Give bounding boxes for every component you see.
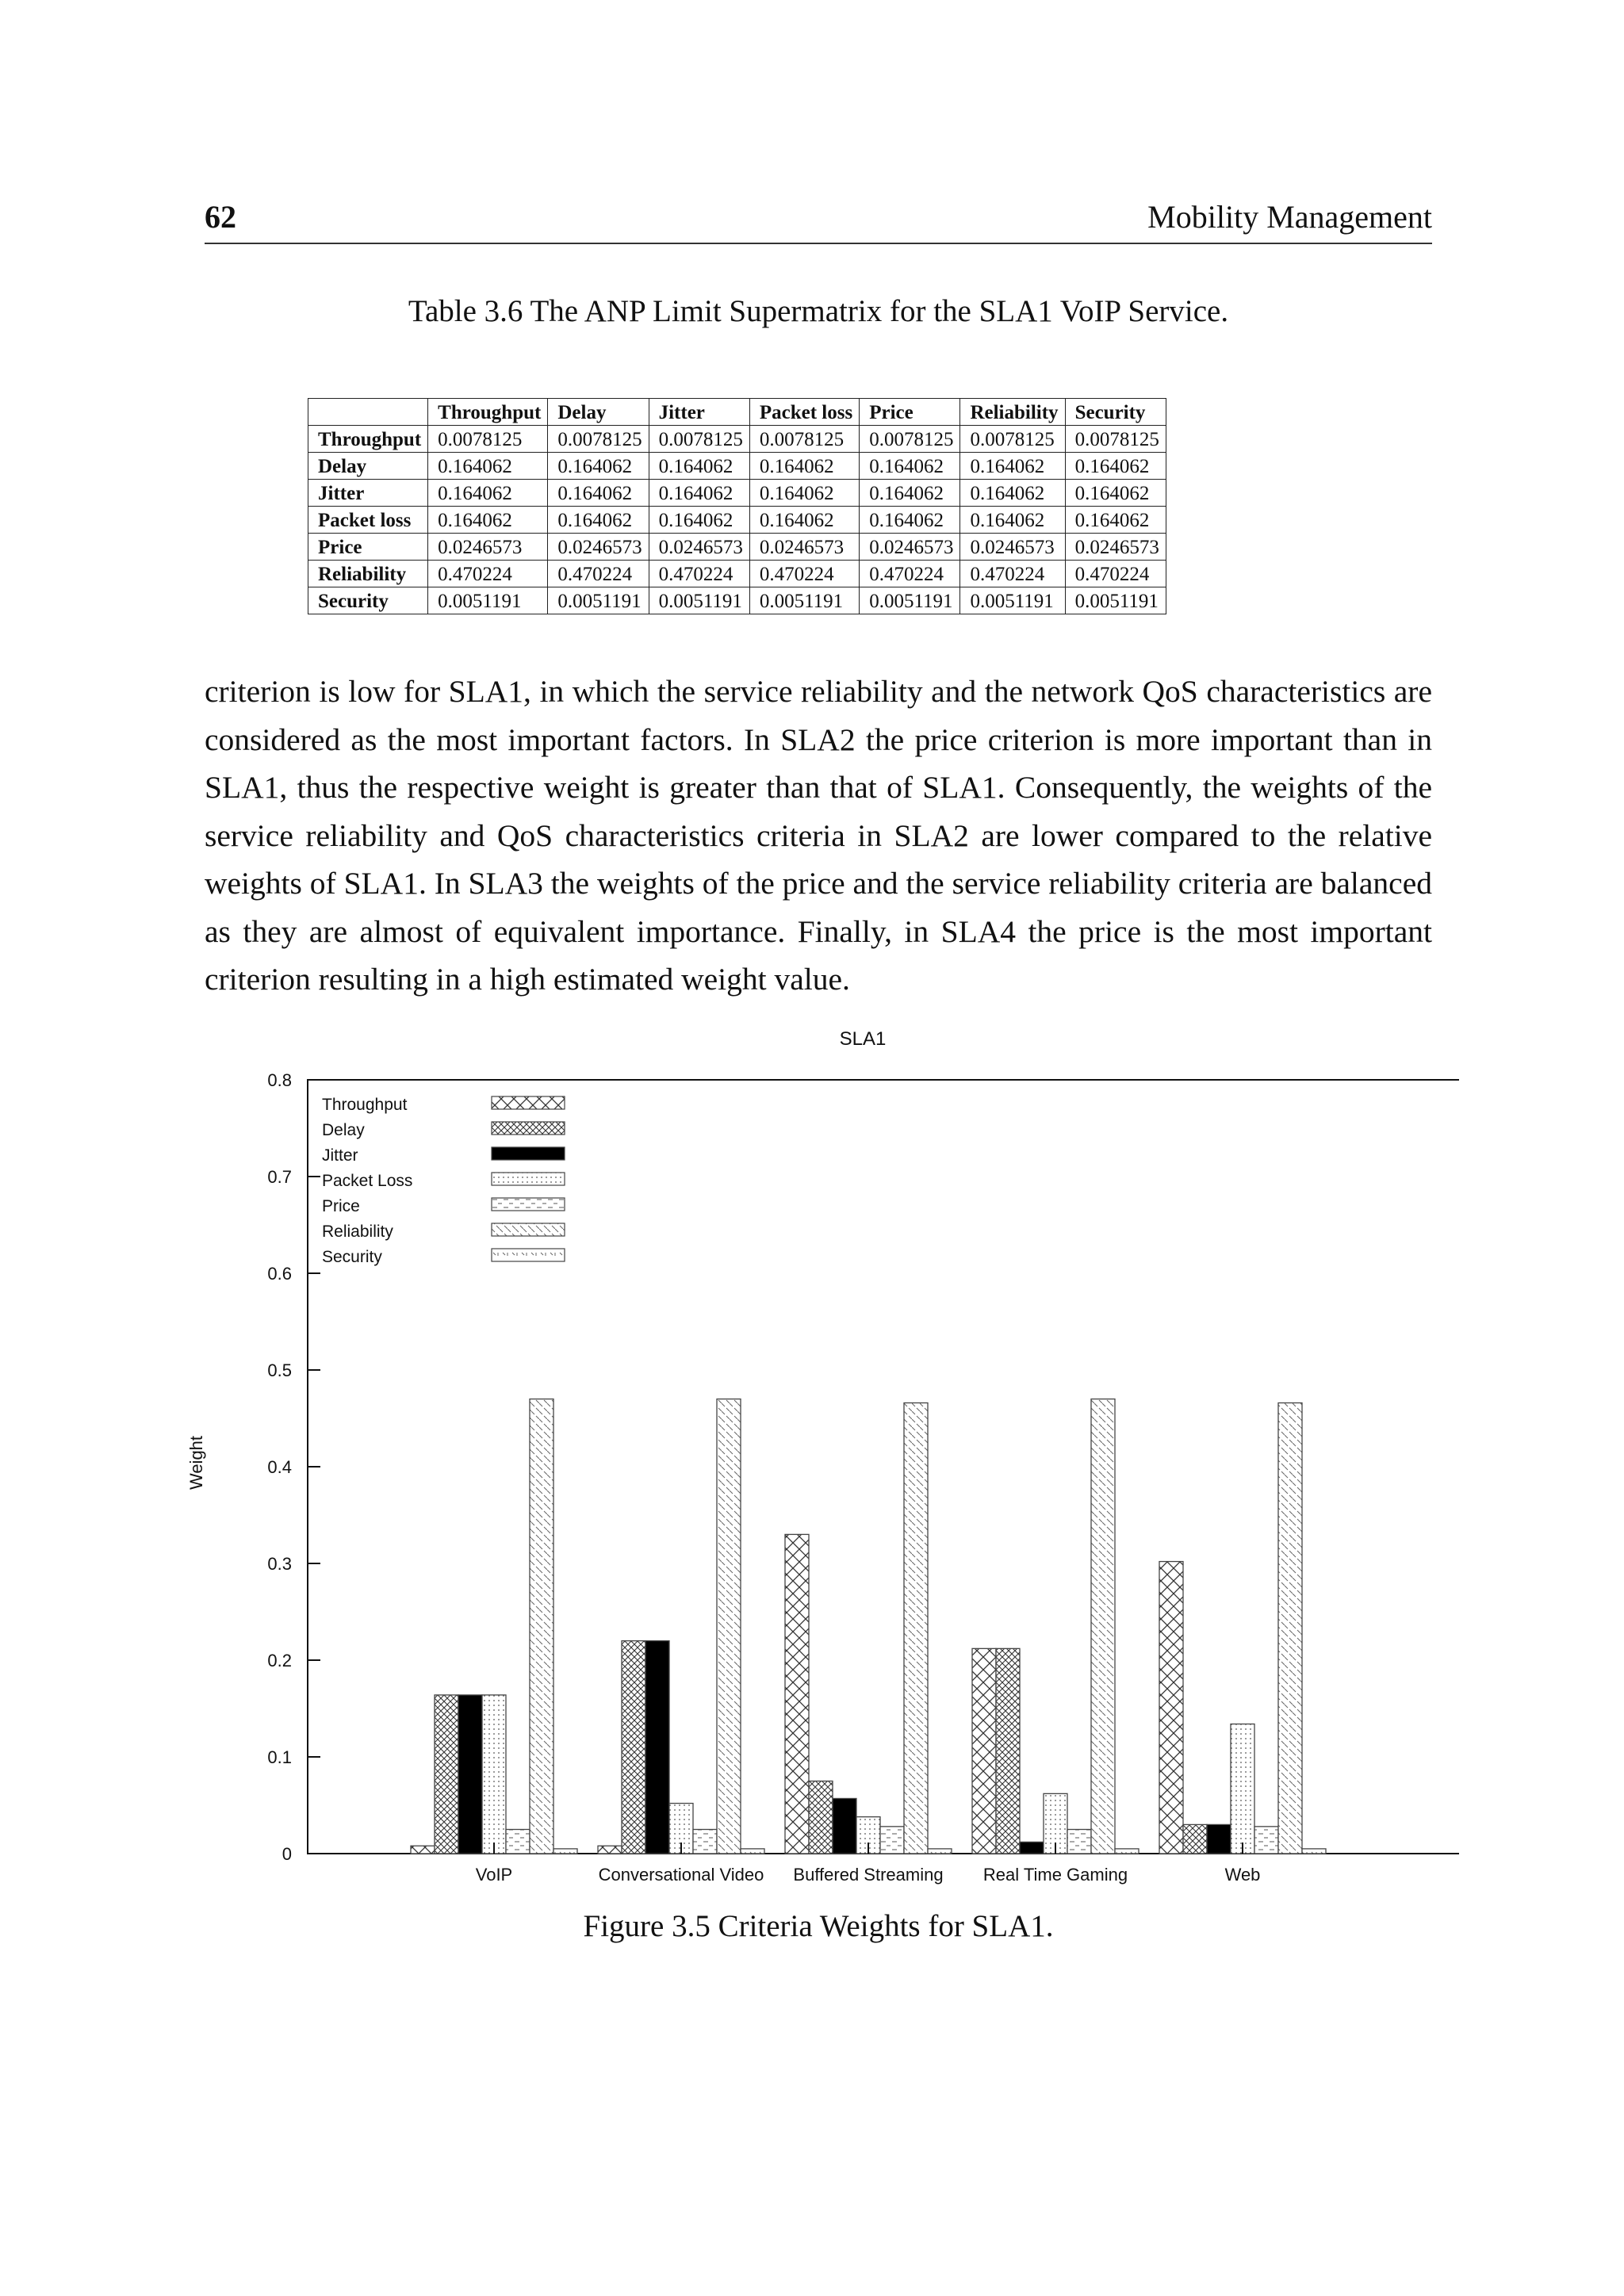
table-cell: 0.0246573 [960, 534, 1065, 561]
bar-reliability [904, 1402, 928, 1854]
table-cell: 0.0078125 [649, 426, 749, 453]
limit-supermatrix-table [308, 398, 1166, 614]
bar-reliability [530, 1399, 553, 1854]
table-cell: 0.164062 [428, 480, 548, 507]
legend-swatch [492, 1122, 565, 1135]
y-tick-label: 0 [282, 1844, 292, 1864]
chart-title: SLA1 [839, 1028, 887, 1050]
table-cell: 0.164062 [860, 453, 960, 480]
table-body [308, 426, 1166, 614]
table-cell: 0.164062 [649, 453, 749, 480]
x-tick-label: Conversational Video [598, 1865, 764, 1885]
table-cell: 0.164062 [860, 480, 960, 507]
legend-swatch [492, 1249, 565, 1261]
bar-throughput [785, 1534, 809, 1854]
legend-label: Jitter [322, 1146, 358, 1165]
row-header: Price [308, 534, 428, 561]
y-axis-label: Weight [186, 1435, 206, 1490]
bar-delay [435, 1695, 458, 1854]
bar-security [1302, 1849, 1326, 1854]
bar-reliability [717, 1399, 741, 1854]
row-header: Security [308, 587, 428, 614]
table-cell: 0.0051191 [548, 587, 649, 614]
bar-group [785, 1402, 952, 1854]
x-tick-label: VoIP [475, 1865, 513, 1885]
x-axis-labels [476, 1843, 1261, 1885]
table-cell: 0.0051191 [860, 587, 960, 614]
table-cell: 0.0246573 [649, 534, 749, 561]
bar-jitter [458, 1695, 482, 1854]
table-cell: 0.164062 [428, 507, 548, 534]
x-tick-label: Buffered Streaming [793, 1865, 944, 1885]
bar-reliability [1278, 1402, 1302, 1854]
bar-delay [809, 1781, 833, 1854]
figure-caption: Figure 3.5 Criteria Weights for SLA1. [583, 1909, 1054, 1943]
table-cell: 0.164062 [960, 507, 1065, 534]
table-cell: 0.0078125 [548, 426, 649, 453]
bar-throughput [972, 1648, 996, 1854]
table-cell: 0.0051191 [749, 587, 859, 614]
bar-jitter [645, 1641, 669, 1854]
table-cell: 0.164062 [1065, 507, 1166, 534]
column-header: Throughput [428, 399, 548, 426]
table-corner-cell [308, 399, 428, 426]
legend-swatch [492, 1223, 565, 1236]
y-tick-label: 0.8 [267, 1070, 292, 1090]
table-row [308, 561, 1166, 587]
bar-delay [996, 1648, 1020, 1854]
table-caption: Table 3.6 The ANP Limit Supermatrix for the SLA1 VoIP Service. [408, 294, 1229, 328]
bar-delay [1183, 1824, 1207, 1854]
table-cell: 0.0051191 [649, 587, 749, 614]
y-tick-label: 0.4 [267, 1457, 292, 1477]
legend-swatch [492, 1173, 565, 1185]
y-tick-label: 0.1 [267, 1747, 292, 1767]
table-cell: 0.470224 [428, 561, 548, 587]
table-cell: 0.470224 [1065, 561, 1166, 587]
table-cell: 0.164062 [548, 480, 649, 507]
row-header: Jitter [308, 480, 428, 507]
column-header: Security [1065, 399, 1166, 426]
page-number: 62 [205, 199, 236, 235]
table-cell: 0.0246573 [1065, 534, 1166, 561]
bar-price [880, 1827, 904, 1854]
y-tick-label: 0.5 [267, 1360, 292, 1380]
bar-price [693, 1830, 717, 1854]
table-row [308, 587, 1166, 614]
legend-label: Security [322, 1248, 382, 1266]
table-cell: 0.0078125 [1065, 426, 1166, 453]
table-cell: 0.470224 [960, 561, 1065, 587]
column-header: Jitter [649, 399, 749, 426]
bar-price [506, 1830, 530, 1854]
bar-security [928, 1849, 952, 1854]
table-cell: 0.470224 [649, 561, 749, 587]
legend-swatch [492, 1096, 565, 1109]
table-cell: 0.0246573 [749, 534, 859, 561]
row-header: Throughput [308, 426, 428, 453]
bar-jitter [833, 1798, 856, 1854]
bar-group [411, 1399, 577, 1854]
bar-group [1159, 1402, 1326, 1854]
table-cell: 0.164062 [749, 480, 859, 507]
row-header: Delay [308, 453, 428, 480]
table-cell: 0.0078125 [960, 426, 1065, 453]
bar-delay [622, 1641, 645, 1854]
column-header: Packet loss [749, 399, 859, 426]
bar-throughput [411, 1846, 435, 1854]
bar-jitter [1020, 1842, 1044, 1854]
table-row [308, 453, 1166, 480]
table-cell: 0.0246573 [860, 534, 960, 561]
bar-groups [411, 1399, 1326, 1854]
table-cell: 0.164062 [1065, 453, 1166, 480]
legend [322, 1096, 565, 1266]
y-tick-label: 0.2 [267, 1651, 292, 1670]
bar-packet-loss [482, 1695, 506, 1854]
table-cell: 0.0246573 [548, 534, 649, 561]
table-cell: 0.0078125 [749, 426, 859, 453]
table-cell: 0.164062 [749, 453, 859, 480]
column-header: Price [860, 399, 960, 426]
bar-security [553, 1849, 577, 1854]
table-row [308, 426, 1166, 453]
legend-label: Delay [322, 1121, 365, 1139]
table-cell: 0.164062 [548, 453, 649, 480]
x-tick-label: Web [1224, 1865, 1261, 1885]
table-cell: 0.0078125 [428, 426, 548, 453]
table-cell: 0.164062 [649, 507, 749, 534]
column-header: Delay [548, 399, 649, 426]
legend-label: Throughput [322, 1096, 408, 1114]
row-header: Reliability [308, 561, 428, 587]
bar-jitter [1207, 1824, 1231, 1854]
x-tick-label: Real Time Gaming [982, 1865, 1128, 1885]
bar-security [1115, 1849, 1139, 1854]
table-cell: 0.164062 [548, 507, 649, 534]
running-title: Mobility Management [1147, 199, 1432, 235]
bar-throughput [598, 1846, 622, 1854]
row-header: Packet loss [308, 507, 428, 534]
table-cell: 0.470224 [548, 561, 649, 587]
table-cell: 0.164062 [1065, 480, 1166, 507]
table-row [308, 480, 1166, 507]
table-row [308, 534, 1166, 561]
table-cell: 0.470224 [749, 561, 859, 587]
table-row [308, 507, 1166, 534]
legend-label: Reliability [322, 1223, 393, 1241]
legend-label: Packet Loss [322, 1172, 413, 1190]
bar-throughput [1159, 1562, 1183, 1854]
bar-group [598, 1399, 764, 1854]
criteria-weights-chart [159, 1023, 1459, 1911]
page-header [205, 198, 1432, 244]
table-cell: 0.164062 [649, 480, 749, 507]
y-tick-label: 0.6 [267, 1264, 292, 1284]
legend-swatch [492, 1147, 565, 1160]
bar-price [1254, 1827, 1278, 1854]
legend-swatch [492, 1198, 565, 1211]
bar-security [741, 1849, 764, 1854]
table-cell: 0.164062 [960, 453, 1065, 480]
bar-group [972, 1399, 1139, 1854]
table-cell: 0.0051191 [1065, 587, 1166, 614]
table-cell: 0.164062 [428, 453, 548, 480]
table-cell: 0.164062 [749, 507, 859, 534]
table-header-row [308, 399, 1166, 426]
bar-reliability [1091, 1399, 1115, 1854]
y-tick-label: 0.3 [267, 1554, 292, 1574]
bar-packet-loss [1231, 1724, 1254, 1854]
table-cell: 0.0246573 [428, 534, 548, 561]
column-header: Reliability [960, 399, 1065, 426]
table-cell: 0.0051191 [960, 587, 1065, 614]
table-cell: 0.0078125 [860, 426, 960, 453]
criteria-weights-figure [159, 1023, 1459, 1911]
body-paragraph: criterion is low for SLA1, in which the service reliability and the network QoS characteristics are considered as the most important factors. In SLA2 the price criterion is more important than in SLA1, thus the respective weight is greater than that of SLA1. Consequently, the weights of the service reliability and QoS characteristics criteria in SLA2 are lower compared to the relative weights of SLA1. In SLA3 the weights of the price and the service reliability criteria are balanced as they are almost of equivalent importance. Finally, in SLA4 the price is the most important criterion resulting in a high estimated weight value. [205, 674, 1432, 997]
table-cell: 0.164062 [860, 507, 960, 534]
table-cell: 0.164062 [960, 480, 1065, 507]
table-cell: 0.0051191 [428, 587, 548, 614]
bar-price [1067, 1830, 1091, 1854]
y-tick-label: 0.7 [267, 1167, 292, 1187]
legend-label: Price [322, 1197, 360, 1215]
table-cell: 0.470224 [860, 561, 960, 587]
